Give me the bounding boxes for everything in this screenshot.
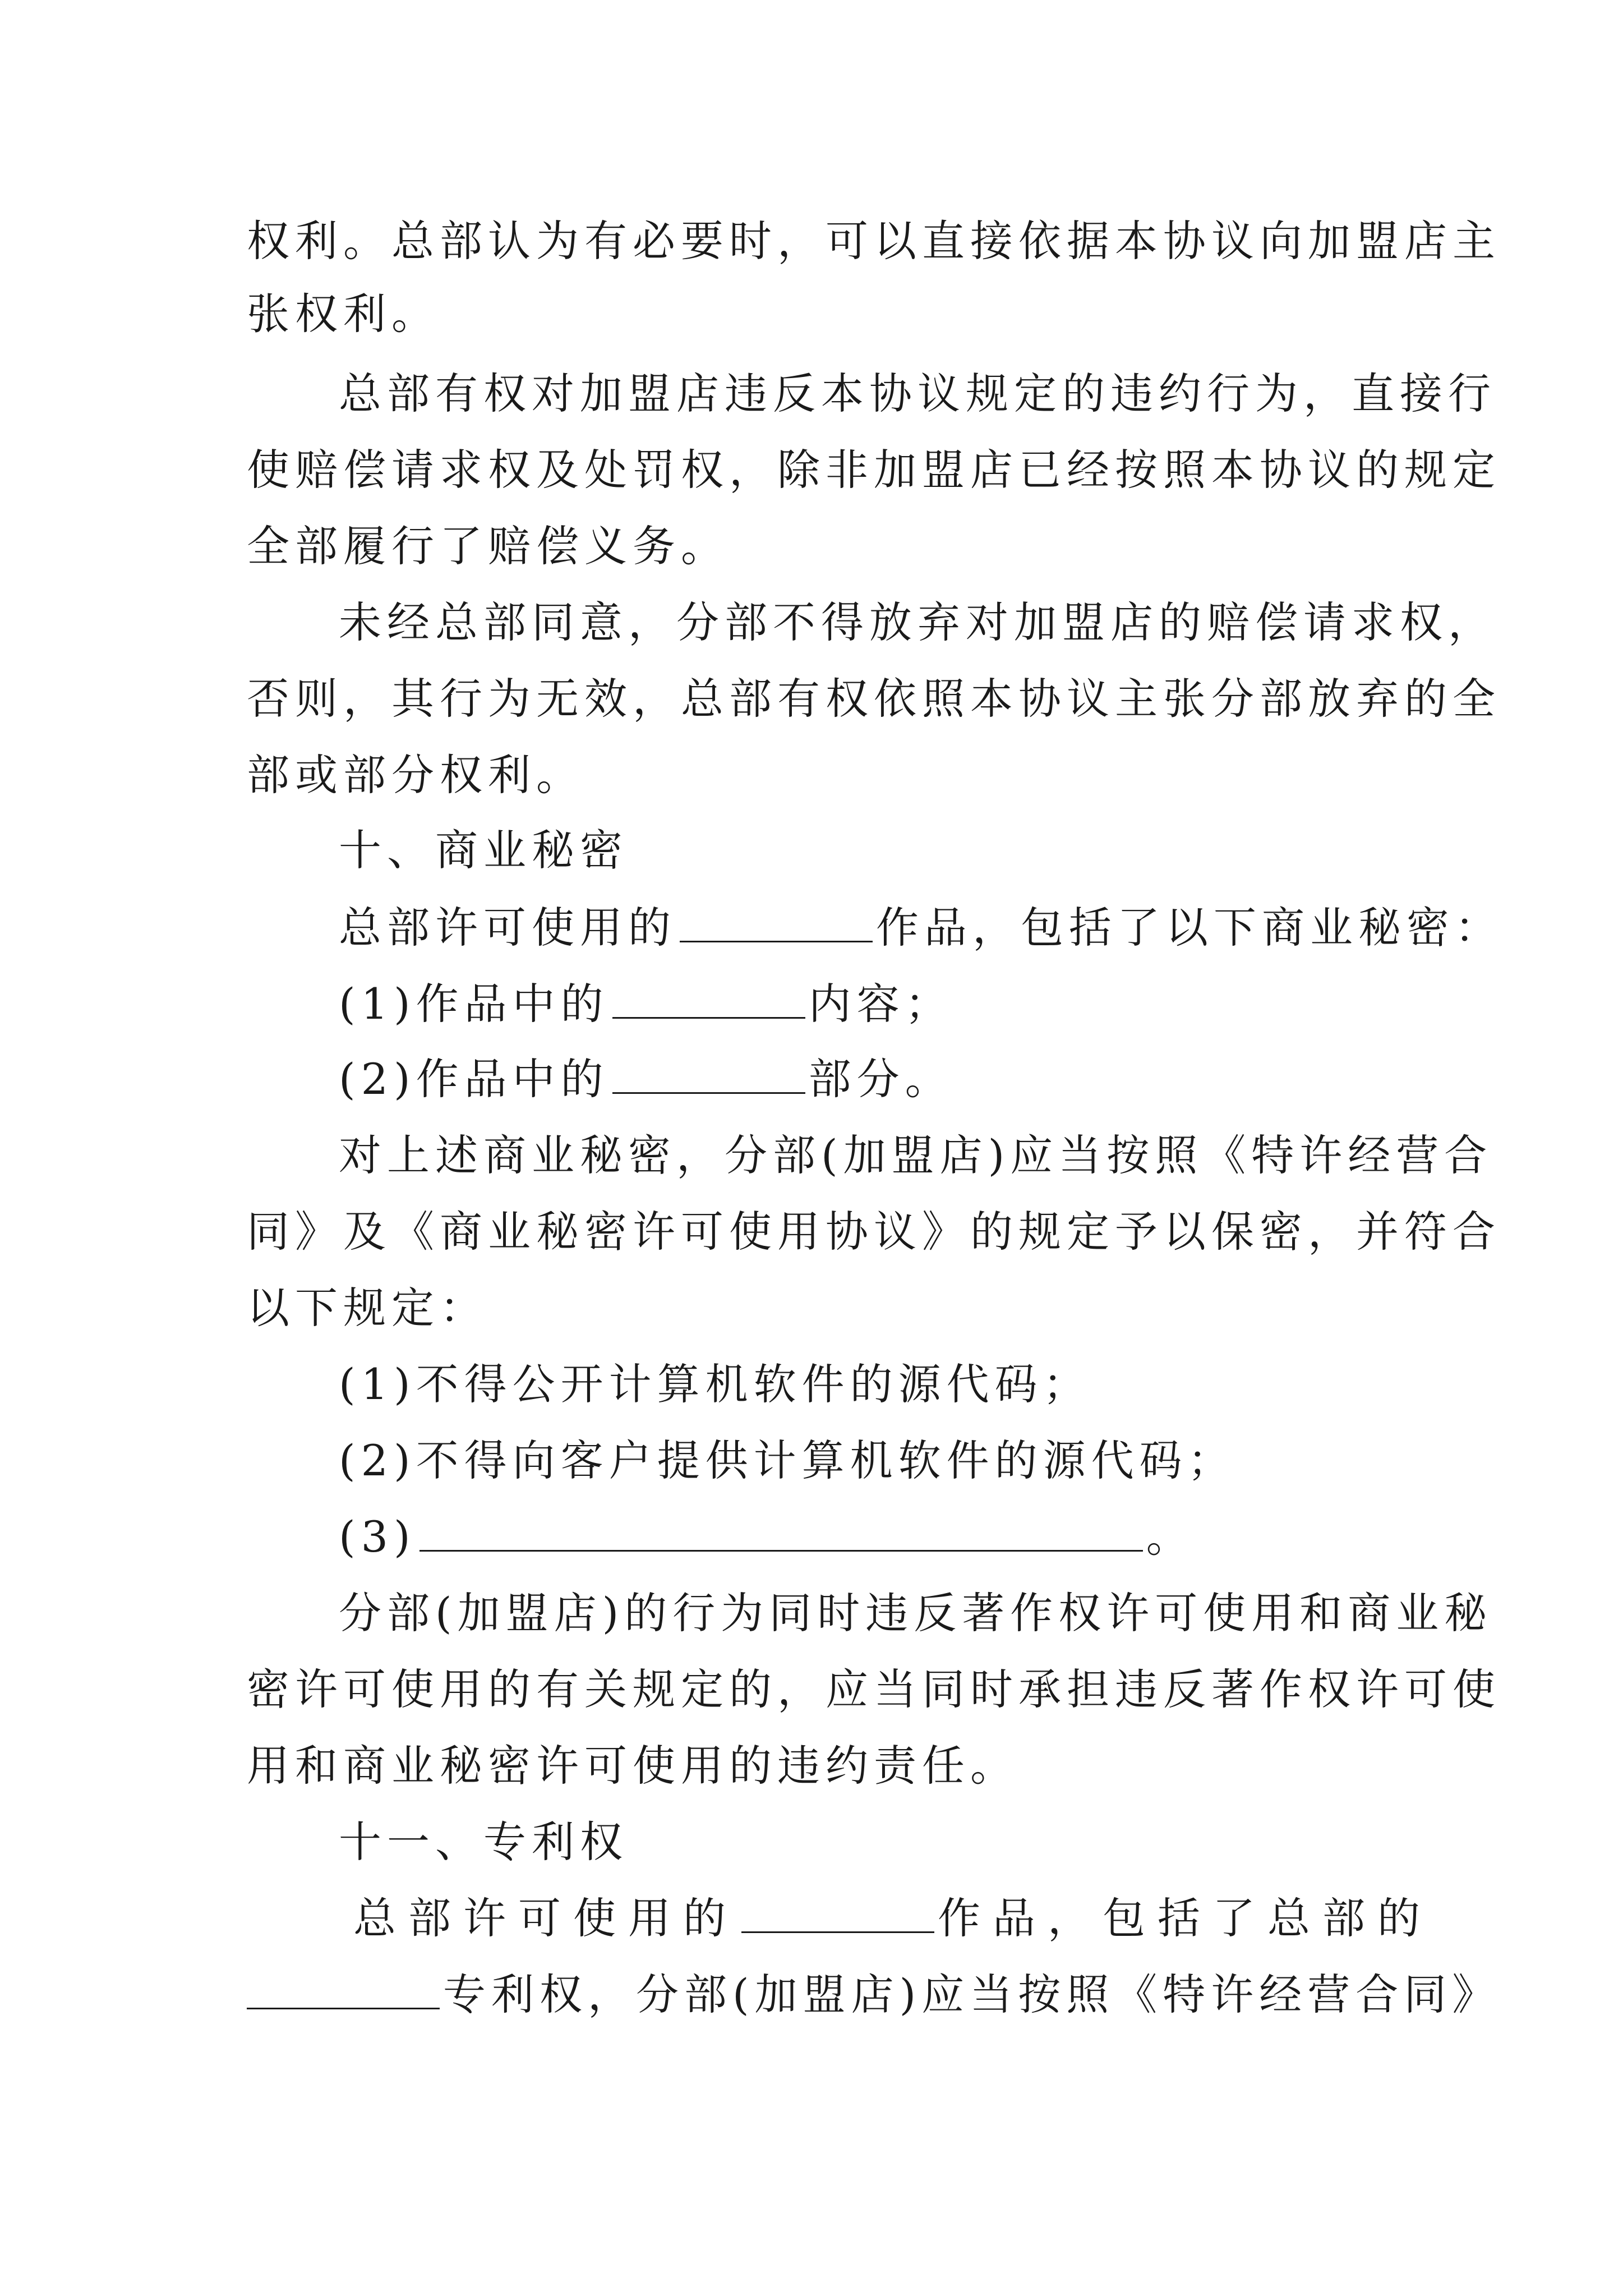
list-item	[339, 1509, 1195, 1565]
fill-in-blank	[247, 1968, 440, 2009]
section-heading: 十、商业秘密	[339, 825, 628, 875]
text-fragment: 总部许可使用的	[353, 1893, 738, 1943]
paragraph-line: 同》及《商业秘密许可使用协议》的规定予以保密，并符合	[247, 1207, 1501, 1257]
paragraph-line	[353, 1890, 1432, 1947]
list-item: (1)不得公开计算机软件的源代码；	[339, 1359, 1091, 1409]
paragraph-line: 张权利。	[247, 289, 440, 339]
text-fragment: 总部许可使用的	[339, 903, 676, 953]
text-fragment: 作品，包括了总部的	[938, 1893, 1432, 1943]
paragraph-line	[339, 900, 1503, 956]
paragraph-line: 对上述商业秘密，分部(加盟店)应当按照《特许经营合	[339, 1130, 1493, 1180]
paragraph-line	[247, 1967, 1500, 2023]
text-fragment: 作品，包括了以下商业秘密：	[876, 903, 1503, 953]
text-fragment: 专利权，分部(加盟店)应当按照《特许经营合同》	[443, 1970, 1501, 2019]
paragraph-line: 用和商业秘密许可使用的违约责任。	[247, 1741, 1018, 1791]
paragraph-line: 全部履行了赔偿义务。	[247, 521, 729, 571]
text-fragment: (1)作品中的	[339, 979, 609, 1029]
paragraph-line: 总部有权对加盟店违反本协议规定的违约行为，直接行	[339, 369, 1496, 418]
fill-in-blank	[741, 1892, 934, 1933]
list-item	[339, 1051, 953, 1107]
fill-in-blank	[419, 1511, 1143, 1552]
paragraph-line: 密许可使用的有关规定的，应当同时承担违反著作权许可使	[247, 1664, 1501, 1714]
fill-in-blank	[612, 1053, 805, 1094]
text-fragment: 部分。	[808, 1054, 953, 1104]
text-fragment: 。	[1146, 1512, 1195, 1562]
paragraph-line: 分部(加盟店)的行为同时违反著作权许可使用和商业秘	[339, 1588, 1493, 1638]
paragraph-line: 以下规定：	[247, 1283, 488, 1333]
paragraph-line: 否则，其行为无效，总部有权依照本协议主张分部放弃的全	[247, 674, 1501, 724]
section-heading: 十一、专利权	[339, 1817, 628, 1867]
paragraph-line: 未经总部同意，分部不得放弃对加盟店的赔偿请求权，	[339, 597, 1496, 647]
list-item	[339, 976, 953, 1032]
text-fragment: 内容；	[808, 979, 953, 1029]
fill-in-blank	[680, 901, 873, 942]
text-fragment: (2)作品中的	[339, 1054, 609, 1104]
text-fragment: (3)	[339, 1512, 416, 1562]
paragraph-line: 权利。总部认为有必要时，可以直接依据本协议向加盟店主	[247, 216, 1501, 266]
fill-in-blank	[612, 978, 805, 1019]
paragraph-line: 部或部分权利。	[247, 750, 584, 800]
paragraph-line: 使赔偿请求权及处罚权，除非加盟店已经按照本协议的规定	[247, 445, 1501, 495]
list-item: (2)不得向客户提供计算机软件的源代码；	[339, 1435, 1236, 1485]
